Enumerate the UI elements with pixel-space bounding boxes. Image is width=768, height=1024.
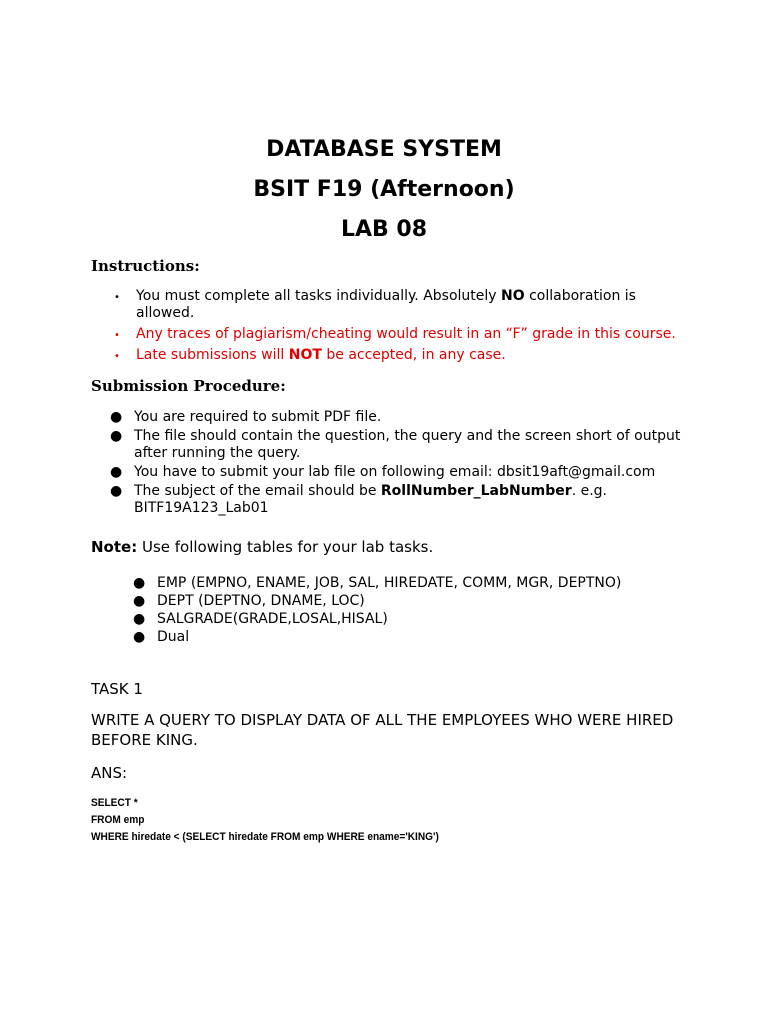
bullet-icon: • [114, 351, 120, 362]
lab-title: LAB 08 [340, 217, 428, 242]
sql-line: FROM emp [91, 814, 145, 826]
task-label: TASK 1 [91, 680, 143, 698]
instructions-list [114, 288, 696, 368]
note-paragraph [91, 537, 433, 557]
section-title: BSIT F19 (Afternoon) [253, 177, 515, 202]
list-item: ● SALGRADE(GRADE,LOSAL,HISAL) [133, 611, 388, 627]
note-label: Note: [91, 538, 138, 556]
list-item: ● You have to submit your lab file on following email: dbsit19aft@gmail.com [110, 464, 656, 480]
bullet-icon: ● [110, 409, 123, 425]
bullet-icon: ● [133, 593, 146, 609]
list-item: ● DEPT (DEPTNO, DNAME, LOC) [133, 593, 365, 609]
tables-list [133, 575, 677, 647]
instructions-heading: Instructions: [91, 257, 200, 275]
list-item: ● You are required to submit PDF file. [110, 409, 382, 425]
bullet-icon: ● [133, 629, 146, 645]
bullet-icon: • [114, 292, 120, 303]
list-item: ● EMP (EMPNO, ENAME, JOB, SAL, HIREDATE, COMM, MGR, DEPTNO) [133, 575, 622, 591]
bullet-icon: ● [110, 428, 123, 444]
bullet-icon: ● [133, 575, 146, 591]
note-text: Use following tables for your lab tasks. [137, 538, 434, 556]
bullet-icon: ● [110, 464, 123, 480]
sql-query [91, 795, 469, 846]
submission-list [110, 409, 694, 519]
sql-line: SELECT * [91, 797, 138, 809]
list-item: • Any traces of plagiarism/cheating would result in an “F” grade in this course. [114, 326, 676, 342]
list-item: ● Dual [133, 629, 190, 645]
sql-line: WHERE hiredate < (SELECT hiredate FROM emp WHERE ename='KING') [91, 831, 439, 843]
list-item: • Late submissions will NOT be accepted, in any case. [114, 347, 506, 363]
submission-heading: Submission Procedure: [91, 377, 286, 395]
bullet-icon: ● [133, 611, 146, 627]
bullet-icon: • [114, 330, 120, 341]
task-question: WRITE A QUERY TO DISPLAY DATA OF ALL THE EMPLOYEES WHO WERE HIRED BEFORE KING. [91, 711, 674, 749]
list-item: ● The file should contain the question, the query and the screen short of output after running the query. [110, 428, 681, 461]
list-item: ● The subject of the email should be RollNumber_LabNumber. e.g. BITF19A123_Lab01 [110, 483, 607, 516]
answer-label: ANS: [91, 764, 128, 782]
list-item: • You must complete all tasks individually. Absolutely NO collaboration is allowed. [114, 288, 636, 321]
course-title: DATABASE SYSTEM [266, 137, 502, 162]
bullet-icon: ● [110, 483, 123, 499]
